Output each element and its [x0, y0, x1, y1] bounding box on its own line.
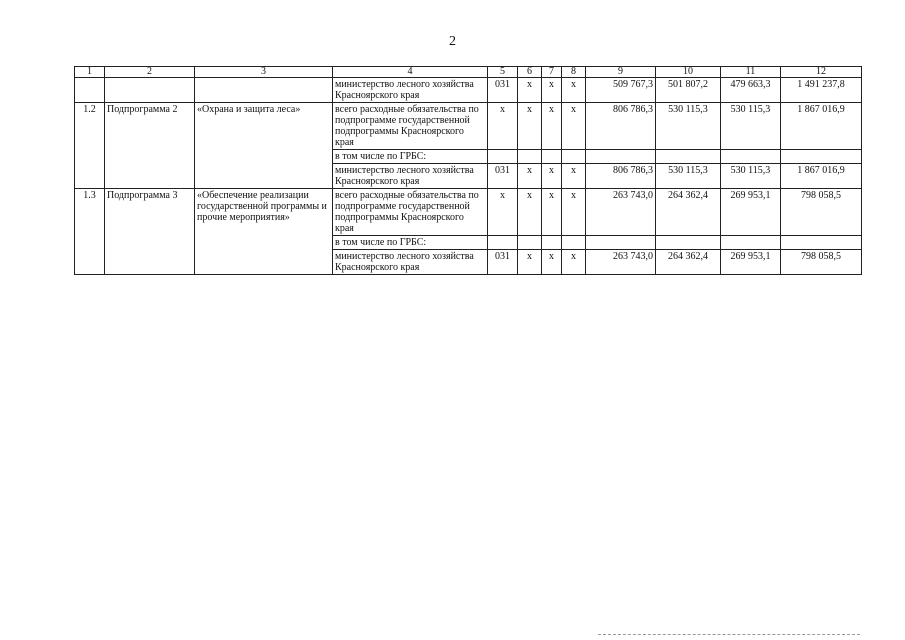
subprogram-type: Подпрограмма 3 — [105, 189, 195, 275]
cell-value: 1 867 016,9 — [781, 103, 862, 150]
cell-value: 1 867 016,9 — [781, 164, 862, 189]
cell-value: 269 953,1 — [721, 189, 781, 236]
cell-value: 031 — [488, 250, 518, 275]
cell-value: х — [518, 164, 542, 189]
cell-value: х — [562, 103, 586, 150]
table-row — [75, 189, 862, 236]
col-header: 9 — [586, 67, 656, 78]
cell-value: 031 — [488, 164, 518, 189]
col-header: 3 — [195, 67, 333, 78]
cell-value: х — [562, 78, 586, 103]
row-number: 1.3 — [75, 189, 105, 275]
cell-value: х — [518, 103, 542, 150]
cell-value: 530 115,3 — [721, 164, 781, 189]
cell-value: х — [542, 103, 562, 150]
table-row — [75, 103, 862, 150]
cell-value: 798 058,5 — [781, 189, 862, 236]
cell-value: 031 — [488, 78, 518, 103]
subprogram-name: «Охрана и защита леса» — [195, 103, 333, 189]
col-header: 5 — [488, 67, 518, 78]
cell-value: х — [542, 78, 562, 103]
cell-value: 530 115,3 — [656, 103, 721, 150]
scan-edge-line — [598, 634, 860, 635]
col-header: 8 — [562, 67, 586, 78]
cell-value: 264 362,4 — [656, 189, 721, 236]
cell-value: 263 743,0 — [586, 250, 656, 275]
cell-value: 509 767,3 — [586, 78, 656, 103]
including-label: в том числе по ГРБС: — [333, 150, 488, 164]
col-header: 7 — [542, 67, 562, 78]
row-description: министерство лесного хозяйства Красноярского края — [333, 164, 488, 189]
cell-value: 479 663,3 — [721, 78, 781, 103]
cell-value: х — [518, 189, 542, 236]
col-header: 10 — [656, 67, 721, 78]
row-description: министерство лесного хозяйства Красноярского края — [333, 250, 488, 275]
col-header: 11 — [721, 67, 781, 78]
row-description: всего расходные обязательства по подпрограмме государственной подпрограммы Красноярского края — [333, 189, 488, 236]
row-description: всего расходные обязательства по подпрограмме государственной подпрограммы Красноярского края — [333, 103, 488, 150]
cell-value: х — [488, 103, 518, 150]
cell-value: 798 058,5 — [781, 250, 862, 275]
including-label: в том числе по ГРБС: — [333, 236, 488, 250]
cell-value: х — [562, 250, 586, 275]
table-row — [75, 78, 862, 103]
cell-value: х — [518, 78, 542, 103]
col-header: 12 — [781, 67, 862, 78]
col-header: 4 — [333, 67, 488, 78]
cell-value: х — [542, 250, 562, 275]
expenditure-table — [74, 66, 862, 275]
table-header-row — [75, 67, 862, 78]
cell-value: х — [562, 189, 586, 236]
cell-value: 269 953,1 — [721, 250, 781, 275]
cell-value: 530 115,3 — [721, 103, 781, 150]
page-number: 2 — [449, 34, 456, 49]
cell-value: 530 115,3 — [656, 164, 721, 189]
subprogram-name: «Обеспечение реализации государственной программы и прочие мероприятия» — [195, 189, 333, 275]
cell-value: 264 362,4 — [656, 250, 721, 275]
col-header: 1 — [75, 67, 105, 78]
cell-value: х — [488, 189, 518, 236]
cell-value: х — [518, 250, 542, 275]
cell-value: 501 807,2 — [656, 78, 721, 103]
cell-value: 1 491 237,8 — [781, 78, 862, 103]
col-header: 6 — [518, 67, 542, 78]
row-number: 1.2 — [75, 103, 105, 189]
cell-value: 806 786,3 — [586, 103, 656, 150]
cell-value: х — [542, 189, 562, 236]
col-header: 2 — [105, 67, 195, 78]
cell-value: 263 743,0 — [586, 189, 656, 236]
cell-value: 806 786,3 — [586, 164, 656, 189]
row-description: министерство лесного хозяйства Красноярского края — [333, 78, 488, 103]
cell-value: х — [562, 164, 586, 189]
cell-value: х — [542, 164, 562, 189]
subprogram-type: Подпрограмма 2 — [105, 103, 195, 189]
